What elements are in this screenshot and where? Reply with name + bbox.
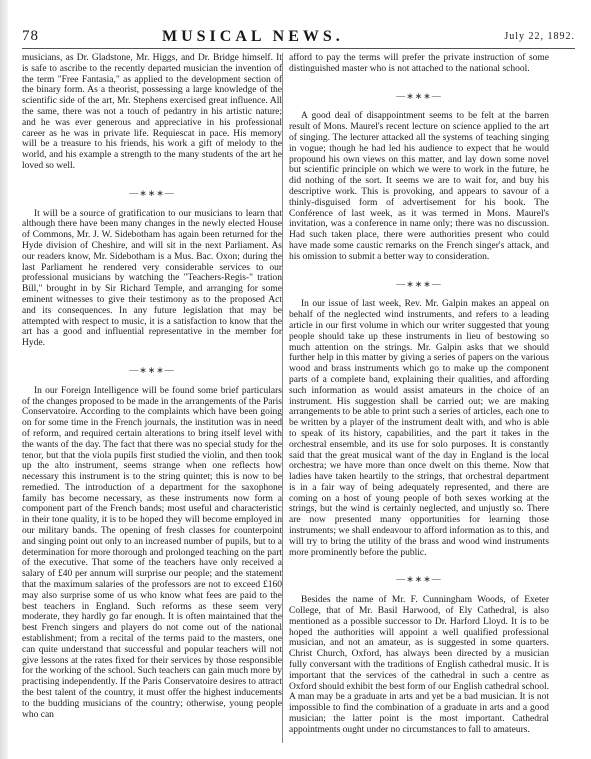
paragraph-paris-conservatoire: In our Foreign Intelligence will be found some brief particulars of the changes proposed to be made in the arrangements of the Paris Conservatoire. According to the complaints which have been going on for some time in the French journals, the institution was in need of reform, and required certain alterations to bring itself level with the wants of the day. The fact that there was no special study for the tenor, but that the viola pupils first studied the violin, and then took up the alto instrument, seems strange when one reflects how necessary this instrument is to the string quintet; this is now to be remedied. The introduction of a department for the saxophone family has become necessary, as these instruments now form a component part of the French bands; most useful and characteristic in their tone quality, it is to be hoped they will become employed in our military bands. The opening of fresh classes for counterpoint and singing point out only to an increased number of pupils, but to a determination for more thorough and prolonged teaching on the part of the executive. That some of the teachers have only received a salary of £40 per annum will surprise our people; and the statement that the maximum salaries of the professors are not to exceed £160 may also surprise some of us who know what fees are paid to the best teachers in England. Such reforms as these seem very moderate, they hardly go far enough. It is often maintained that the best French singers and players do not come out of the national establishment; from a recital of the terms paid to the masters, one can quite understand that successful and popular teachers will not give lessons at the rates fixed for their services by those responsible for the working of the school. Such teachers can gain much more by practising independently. If the Paris Conservatoire desires to attract the best talent of the country, it must offer the highest inducements to the budding musicians of the country; otherwise, young people who can xyxy=(22,385,282,720)
page-header xyxy=(22,28,575,48)
paragraph-conservatoire-continued: afford to pay the terms will prefer the private instruction of some distinguished master who is not attached to the national school. xyxy=(289,53,549,74)
section-ornament: —∗∗∗— xyxy=(396,574,442,585)
paragraph-sidebotham: It will be a source of gratification to our musicians to learn that although there have been many changes in the newly elected House of Commons, Mr. J. W. Sidebotham has again been returned for the Hyde division of Cheshire, and will sit in the next Parliament. As our readers know, Mr. Sidebotham is a Mus. Bac. Oxon; during the last Parliament he rendered very considerable services to our professional musicians by watching the "Teachers-Regis-" tration Bill," brought in by Sir Richard Temple, and arranging for some eminent witnesses to give their testimony as to the proposed Act and its consequences. In any future legislation that may be attempted with respect to music, it is a satisfaction to know that the art has a good and influential representative in the member for Hyde. xyxy=(22,208,282,349)
column-divider xyxy=(282,53,283,743)
paragraph-galpin-wind-instruments: In our issue of last week, Rev. Mr. Galpin makes an appeal on behalf of the neglected wind instruments, and refers to a leading article in our first volume in which our writer suggested that young people should take up these instruments in lieu of bestowing so much attention on the strings. Mr. Galpin asks that we should further help in this matter by giving a series of papers on the various wood and brass instruments which go to make up the component parts of a complete band, explaining their qualities, and affording such information as would assist amateurs in the choice of an instrument. His suggestion shall be carried out; we are making arrangements to be able to print such a series of articles, each one to be written by a player of the instrument dealt with, and who is able to speak of its history, capabilities, and the part it takes in the orchestral ensemble, and its use for solo purposes. It is constantly said that the great musical want of the day in England is the local orchestra; we have more than once dwelt on this theme. Now that ladies have taken heartily to the strings, that orchestral department is in a fair way of being adequately represented, and there are coming on a host of young people of both sexes working at the strings, but the wind is certainly neglected, and unjustly so. There are now presented many opportunities for learning those instruments; we shall endeavour to afford information as to this, and will try to bring the utility of the brass and wood wind instruments more prominently before the public. xyxy=(289,299,549,558)
section-ornament: —∗∗∗— xyxy=(129,364,175,375)
paragraph-oxford-successor: Besides the name of Mr. F. Cunningham Woods, of Exeter College, that of Mr. Basil Harwood, of Ely Cathedral, is also mentioned as a possible successor to Dr. Harford Lloyd. It is to be hoped the authorities will appoint a well qualified professional musician, and not an amateur, as is suggested in some quarters. Christ Church, Oxford, has always been directed by a musician fully conversant with the traditions of English cathedral music. It is important that the services of the cathedral in such a centre as Oxford should exhibit the best form of our English cathedral school. A man may be a graduate in arts and yet be a bad musician. It is not impossible to find the combination of a graduate in arts and a good musician; the latter point is the most important. Cathedral appointments ought under no circumstances to fall to amateurs. xyxy=(289,595,549,735)
left-column xyxy=(22,53,282,720)
issue-date: July 22, 1892. xyxy=(504,31,575,42)
section-ornament: —∗∗∗— xyxy=(396,278,442,289)
page-number: 78 xyxy=(22,28,39,44)
right-column xyxy=(289,53,549,736)
header-rule xyxy=(22,48,575,49)
paragraph-stephens-obituary: musicians, as Dr. Gladstone, Mr. Higgs, and Dr. Bridge himself. It is safe to ascribe to the recently departed musician the invention of the term "Free Fantasia," as applied to the development section of the binary form. As a theorist, possessing a large knowledge of the scientific side of the art, Mr. Stephens exercised great influence. All the same, there was not a touch of pedantry in his artistic nature; and he was ever generous and appreciative in his professional career as he was in private life. Requiescat in pace. His memory will be a treasure to his friends, his work a gift of melody to the world, and his example a strength to the many students of the art he loved so well. xyxy=(22,53,282,171)
publication-title: MUSICAL NEWS. xyxy=(162,28,344,45)
page-spine xyxy=(0,0,8,759)
section-ornament: —∗∗∗— xyxy=(129,187,175,198)
paragraph-maurel-lecture: A good deal of disappointment seems to be felt at the barren result of Mons. Maurel's recent lecture on science applied to the art of singing. The lecturer attacked all the systems of teaching singing in vogue; though he had led his audience to expect that he would propound his own views on this matter, and lay down some novel but scientific principle on which we were to work in the future, he did nothing of the sort. It seems we are to wait for, and buy his descriptive work. This is provoking, and appears to savour of a thinly-disguised form of advertisement for his book. The Conférence of last week, as it was termed in Mons. Maurel's invitation, was a conference in name only; there was no discussion. Had such taken place, there were authorities present who could have made some caustic remarks on the French singer's attack, and his omission to submit a better way to consideration. xyxy=(289,111,549,262)
section-ornament: —∗∗∗— xyxy=(396,90,442,101)
